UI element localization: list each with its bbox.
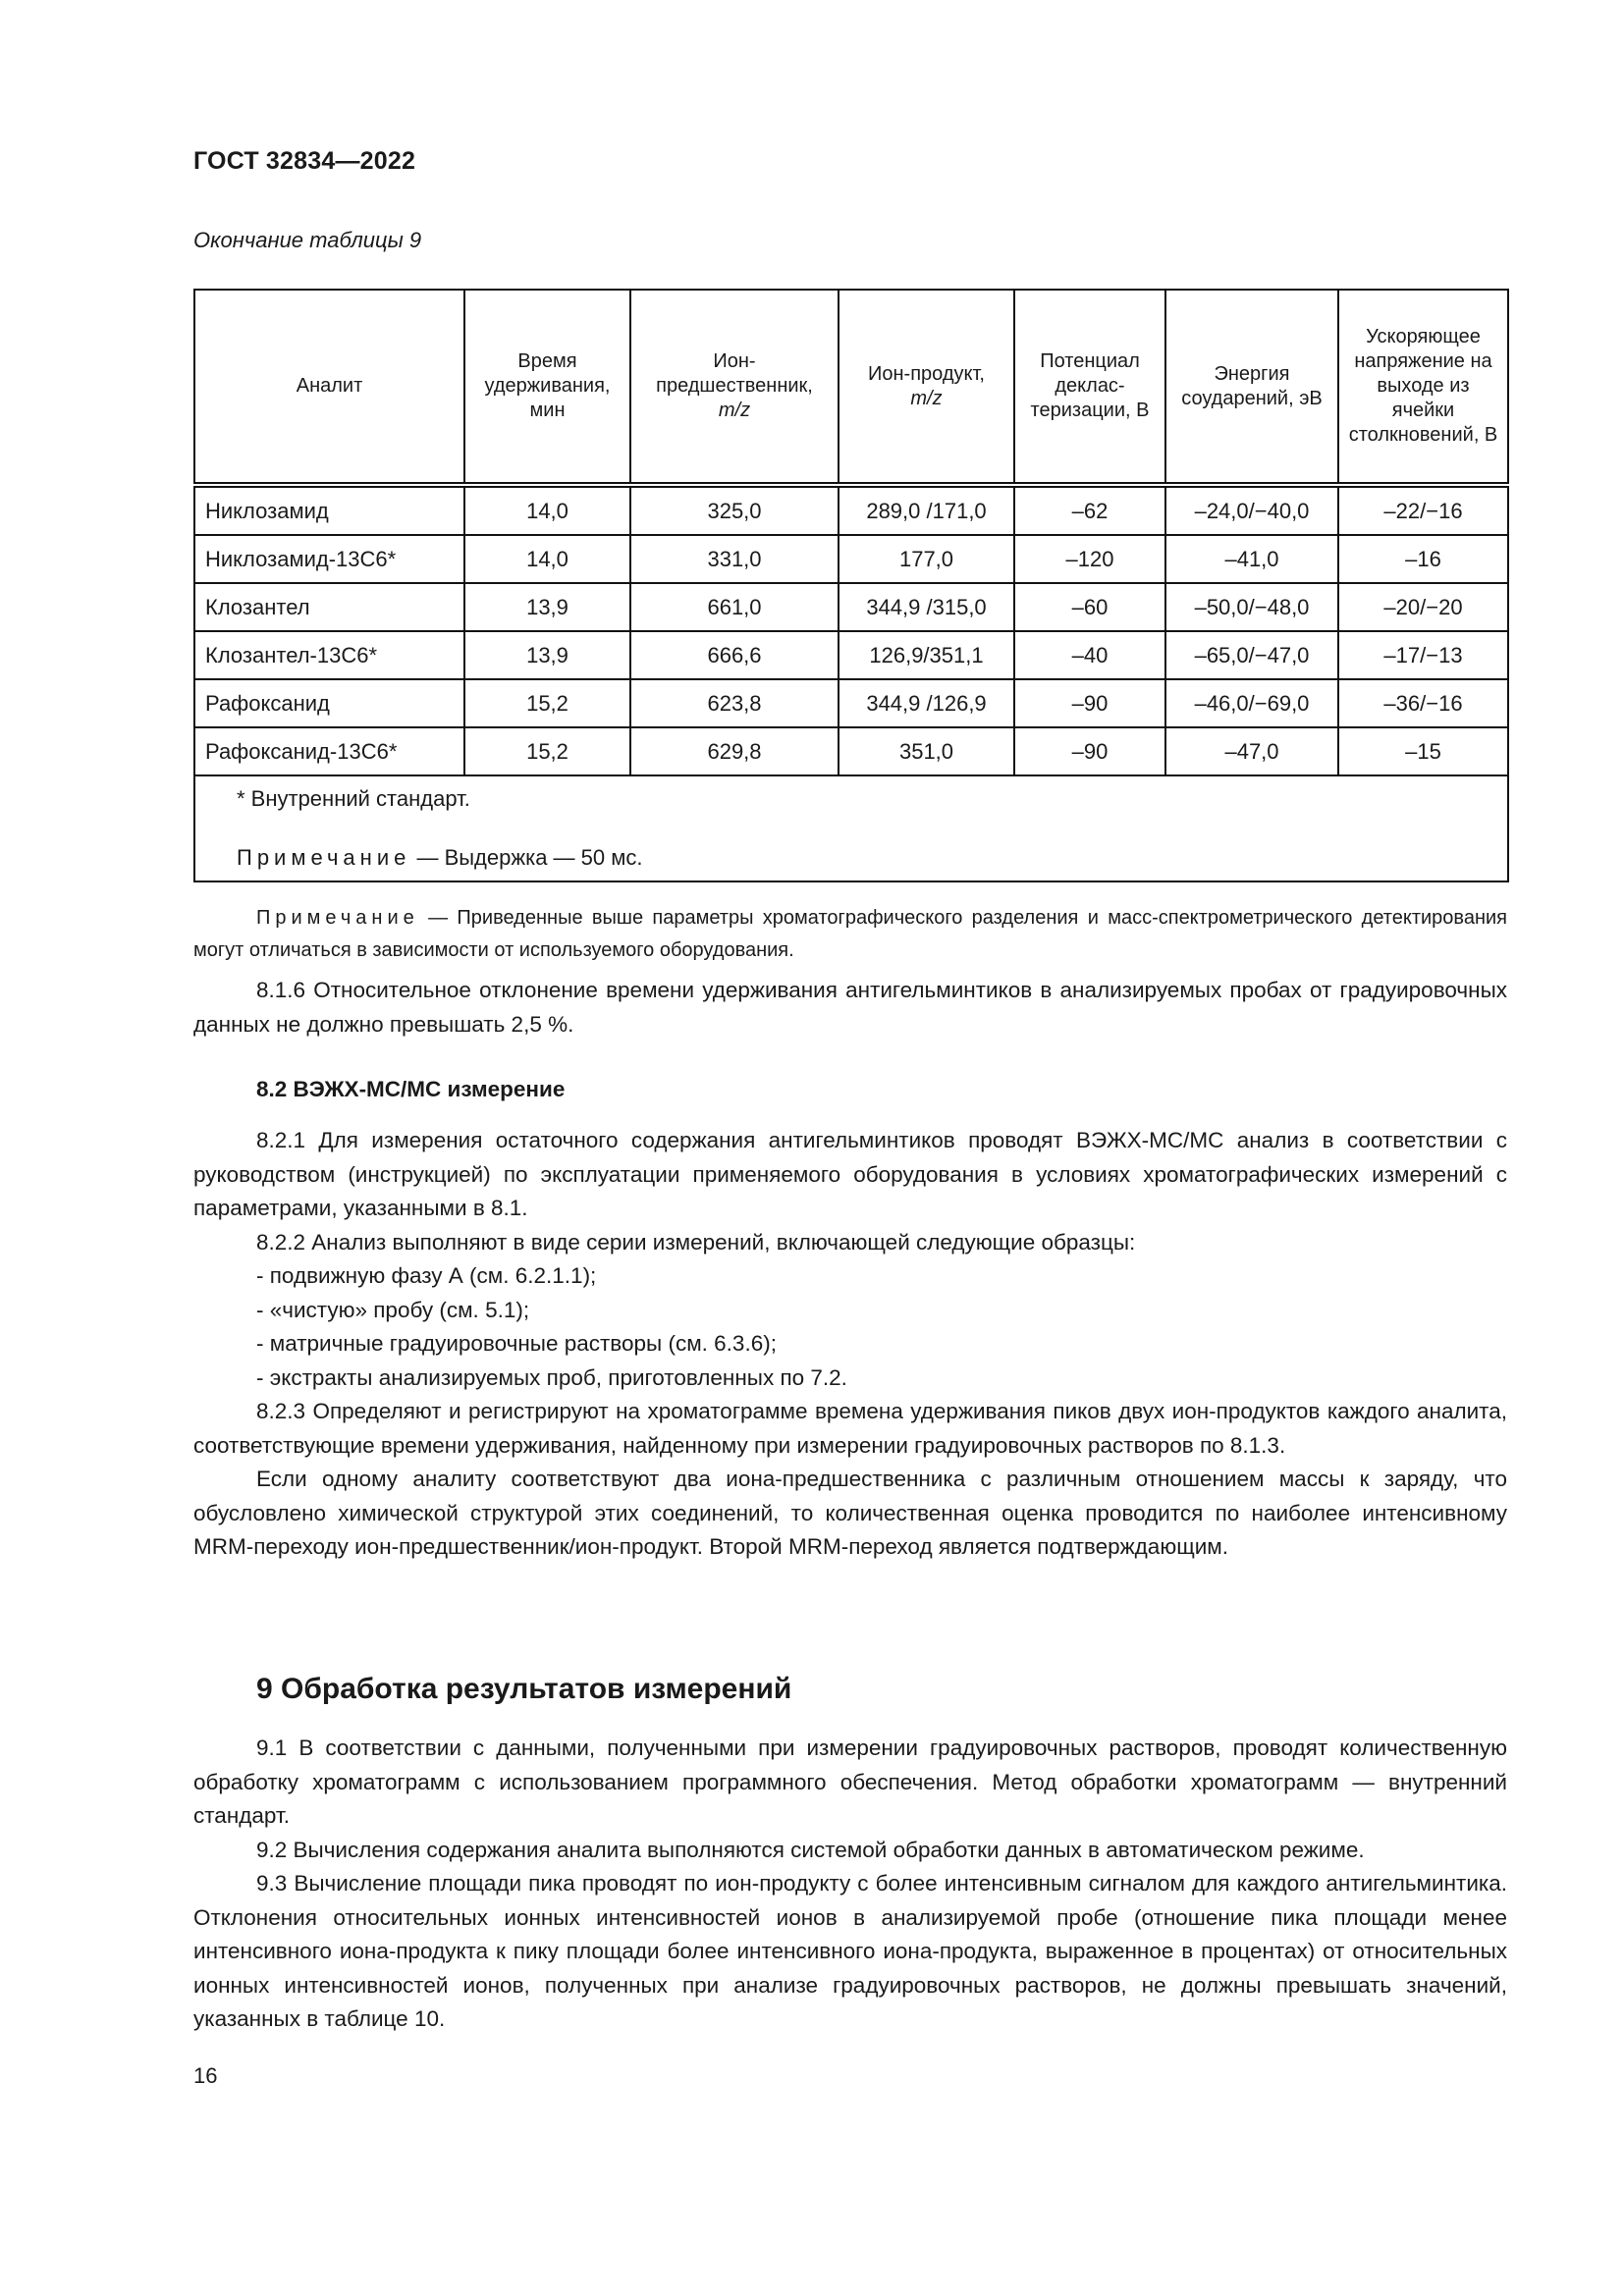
paragraph-8-2-1: 8.2.1 Для измерения остаточного содержания антигельминтиков проводят ВЭЖХ-МС/МС анализ в соответствии с руководством (инструкцией) по эксплуатации применяемого оборудования в условиях хроматографических измерений с параметрами, указанными в 8.1. — [193, 1128, 1507, 1220]
table-caption: Окончание таблицы 9 — [193, 228, 422, 252]
cell-declustering-potential: –120 — [1014, 535, 1165, 583]
cell-collision-energy: –24,0/−40,0 — [1165, 485, 1338, 535]
note-after-table: Примечание — Приведенные выше параметры хроматографического разделения и масс-спектрометрического детектирования могут отличаться в зависимости от используемого оборудования. — [193, 907, 1507, 961]
cell-declustering-potential: –90 — [1014, 679, 1165, 727]
cell-product-ion: 126,9/351,1 — [839, 631, 1014, 679]
section-heading-9: 9 Обработка результатов измерений — [256, 1673, 792, 1705]
cell-declustering-potential: –40 — [1014, 631, 1165, 679]
cell-product-ion: 289,0 /171,0 — [839, 485, 1014, 535]
column-header-retention-time: Время удерживания, мин — [464, 290, 630, 485]
cell-collision-energy: –47,0 — [1165, 727, 1338, 775]
cell-precursor-ion: 623,8 — [630, 679, 839, 727]
cell-product-ion: 177,0 — [839, 535, 1014, 583]
list-item: - подвижную фазу А (см. 6.2.1.1); — [256, 1263, 597, 1288]
cell-exit-potential: –15 — [1338, 727, 1508, 775]
table-note: Примечание — Выдержка — 50 мс. — [237, 845, 643, 870]
cell-analyte: Клозантел-13С6* — [194, 631, 464, 679]
cell-analyte: Рафоксанид-13С6* — [194, 727, 464, 775]
paragraph-9-1: 9.1 В соответствии с данными, полученными при измерении градуировочных растворов, проводят количественную обработку хроматограмм с использованием программного обеспечения. Метод обработки хроматограмм — внутренний стандарт. — [193, 1735, 1507, 1828]
cell-product-ion: 344,9 /315,0 — [839, 583, 1014, 631]
cell-precursor-ion: 325,0 — [630, 485, 839, 535]
cell-analyte: Никлозамид — [194, 485, 464, 535]
cell-product-ion: 344,9 /126,9 — [839, 679, 1014, 727]
cell-declustering-potential: –90 — [1014, 727, 1165, 775]
cell-collision-energy: –50,0/−48,0 — [1165, 583, 1338, 631]
cell-precursor-ion: 331,0 — [630, 535, 839, 583]
column-header-cell-exit-potential: Ускоряющее напряжение на выходе из ячейки столкновений, В — [1338, 290, 1508, 485]
cell-precursor-ion: 666,6 — [630, 631, 839, 679]
table-row — [194, 631, 1508, 679]
cell-declustering-potential: –62 — [1014, 485, 1165, 535]
table-footnote-row — [194, 775, 1508, 881]
cell-precursor-ion: 661,0 — [630, 583, 839, 631]
cell-collision-energy: –46,0/−69,0 — [1165, 679, 1338, 727]
table-row — [194, 583, 1508, 631]
page-number: 16 — [193, 2063, 218, 2088]
section-9-body — [193, 1732, 1507, 2037]
cell-retention-time: 14,0 — [464, 535, 630, 583]
column-header-analyte: Аналит — [194, 290, 464, 485]
column-header-precursor-ion: Ион-предшественник, m/z — [630, 290, 839, 485]
cell-collision-energy: –41,0 — [1165, 535, 1338, 583]
cell-retention-time: 15,2 — [464, 727, 630, 775]
section-8-2-body — [193, 1124, 1507, 1565]
cell-exit-potential: –16 — [1338, 535, 1508, 583]
cell-declustering-potential: –60 — [1014, 583, 1165, 631]
document-code-header: ГОСТ 32834—2022 — [193, 147, 416, 175]
column-header-product-ion: Ион-продукт, m/z — [839, 290, 1014, 485]
paragraph-9-2: 9.2 Вычисления содержания аналита выполняются системой обработки данных в автоматическом режиме. — [256, 1837, 1365, 1862]
column-header-collision-energy: Энергия соударений, эВ — [1165, 290, 1338, 485]
paragraph-8-2-3-continued: Если одному аналиту соответствуют два иона-предшественника с различным отношением массы к заряду, что обусловлено химической структурой этих соединений, то количественная оценка проводится по наиболее интенсивному MRM-переходу ион-предшественник/ион-продукт. Второй MRM-переход является подтверждающим. — [193, 1467, 1507, 1559]
cell-exit-potential: –17/−13 — [1338, 631, 1508, 679]
paragraph-8-1-6: 8.1.6 Относительное отклонение времени удерживания антигельминтиков в анализируемых пробах от градуировочных данных не должно превышать 2,5 %. — [193, 978, 1507, 1037]
cell-retention-time: 13,9 — [464, 631, 630, 679]
cell-collision-energy: –65,0/−47,0 — [1165, 631, 1338, 679]
table-row — [194, 679, 1508, 727]
table-row — [194, 535, 1508, 583]
cell-analyte: Рафоксанид — [194, 679, 464, 727]
cell-exit-potential: –22/−16 — [1338, 485, 1508, 535]
table-row — [194, 727, 1508, 775]
cell-precursor-ion: 629,8 — [630, 727, 839, 775]
cell-exit-potential: –20/−20 — [1338, 583, 1508, 631]
cell-product-ion: 351,0 — [839, 727, 1014, 775]
cell-retention-time: 15,2 — [464, 679, 630, 727]
parameters-table — [193, 289, 1509, 882]
column-header-declustering-potential: Потенциал деклас-теризации, В — [1014, 290, 1165, 485]
internal-standard-footnote: * Внутренний стандарт. — [237, 786, 470, 811]
list-item: - матричные градуировочные растворы (см. 6.3.6); — [256, 1331, 777, 1356]
paragraph-9-3: 9.3 Вычисление площади пика проводят по ион-продукту с более интенсивным сигналом для каждого антигельминтика. Отклонения относительных ионных интенсивностей ионов в анализируемой пробе (отношение пика площади менее интенсивного иона-продукта к пику площади более интенсивного иона-продукта, выраженное в процентах) от относительных ионных интенсивностей ионов, полученных при анализе градуировочных растворов, не должны превышать значений, указанных в таблице 10. — [193, 1871, 1507, 2031]
list-item: - экстракты анализируемых проб, приготовленных по 7.2. — [256, 1364, 847, 1390]
paragraph-8-2-3: 8.2.3 Определяют и регистрируют на хроматограмме времена удерживания пиков двух ион-продуктов каждого аналита, соответствующие времени удерживания, найденному при измерении градуировочных растворов по 8.1.3. — [193, 1399, 1507, 1458]
table-footnotes — [194, 775, 1508, 881]
table-header-row — [194, 290, 1508, 485]
table-row — [194, 485, 1508, 535]
cell-retention-time: 13,9 — [464, 583, 630, 631]
cell-analyte: Клозантел — [194, 583, 464, 631]
cell-retention-time: 14,0 — [464, 485, 630, 535]
cell-analyte: Никлозамид-13С6* — [194, 535, 464, 583]
list-item: - «чистую» пробу (см. 5.1); — [256, 1297, 530, 1322]
section-heading-8-2: 8.2 ВЭЖХ-МС/МС измерение — [256, 1077, 566, 1101]
cell-exit-potential: –36/−16 — [1338, 679, 1508, 727]
paragraph-8-2-2: 8.2.2 Анализ выполняют в виде серии измерений, включающей следующие образцы: — [256, 1229, 1136, 1255]
